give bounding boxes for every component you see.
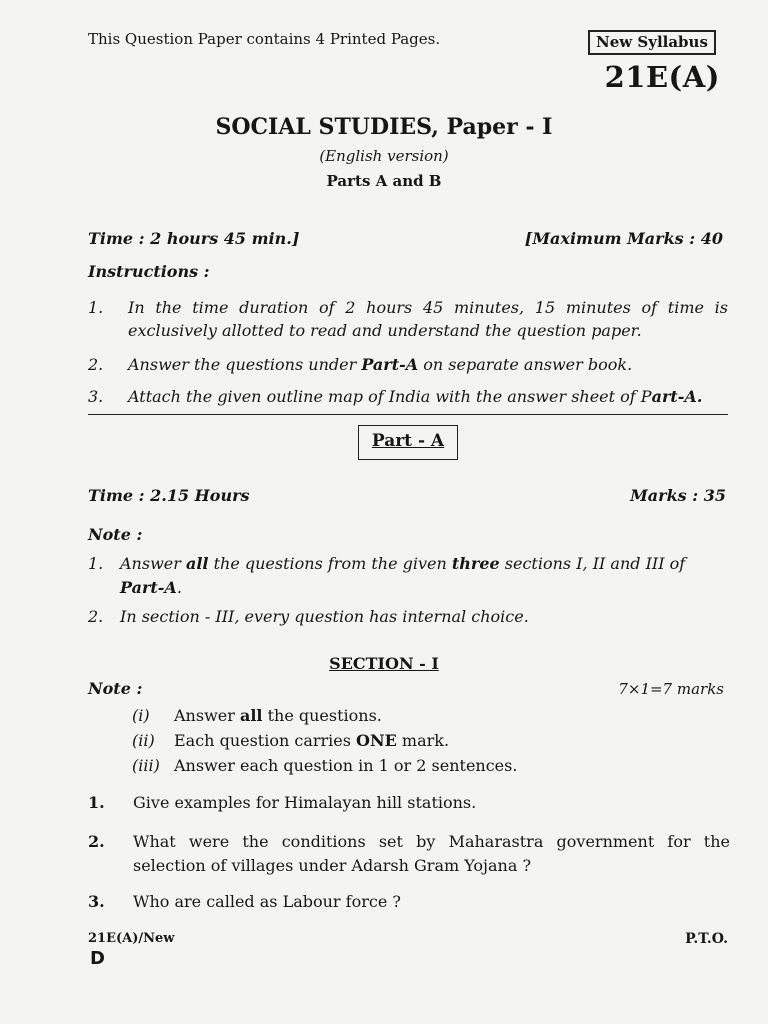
question-number: 3.: [88, 892, 105, 911]
instruction-number: 2.: [88, 355, 104, 374]
question-number: 2.: [88, 832, 105, 851]
instruction-number: 3.: [88, 387, 104, 406]
question-number: 1.: [88, 793, 105, 812]
total-time: Time : 2 hours 45 min.]: [88, 229, 300, 248]
instruction-item: [88, 385, 728, 408]
note-text: Answer all the questions from the given three sections I, II and III of Part-A.: [120, 554, 686, 597]
question-text: What were the conditions set by Maharastra government for the selection of villages under Adarsh Gram Yojana ?: [133, 832, 730, 875]
question-item: [88, 791, 730, 815]
note-item: [88, 605, 718, 629]
instruction-text: Attach the given outline map of India with the answer sheet of Part-A.: [128, 387, 703, 406]
footer-code: 21E(A)/New: [88, 931, 175, 946]
instruction-item: [88, 296, 728, 342]
note-heading: Note :: [88, 525, 143, 544]
instruction-number: 1.: [88, 298, 104, 317]
instruction-item: [88, 353, 728, 376]
note-text: In section - III, every question has internal choice.: [120, 607, 529, 626]
footer-letter: D: [90, 948, 105, 969]
section-subnote: (ii) Each question carries ONE mark.: [132, 731, 450, 750]
section-marks: 7×1=7 marks: [618, 680, 724, 698]
instruction-text: Answer the questions under Part-A on separate answer book.: [128, 355, 633, 374]
maximum-marks: [Maximum Marks : 40: [524, 229, 723, 248]
question-text: Who are called as Labour force ?: [133, 892, 401, 911]
instruction-text: In the time duration of 2 hours 45 minutes, 15 minutes of time is exclusively allotted to read and understand the question paper.: [128, 298, 728, 340]
subnote-numeral: (iii): [132, 756, 160, 775]
section-subnote: (iii) Answer each question in 1 or 2 sentences.: [132, 756, 518, 775]
divider: [88, 414, 728, 415]
paper-code: 21E(A): [604, 60, 720, 94]
syllabus-badge: New Syllabus: [588, 30, 716, 55]
section-heading: SECTION - I: [329, 654, 439, 673]
part-a-label: Part - A: [358, 425, 458, 460]
section-subnote: (i) Answer all the questions.: [132, 706, 382, 725]
question-item: [88, 830, 730, 878]
note-item: [88, 552, 718, 600]
subnote-numeral: (ii): [132, 731, 155, 750]
paper-title: SOCIAL STUDIES, Paper - I: [215, 114, 553, 140]
instructions-heading: Instructions :: [88, 262, 210, 281]
part-a-time: Time : 2.15 Hours: [88, 486, 250, 505]
note-number: 2.: [88, 607, 104, 626]
subnote-numeral: (i): [132, 706, 150, 725]
paper-version: (English version): [319, 147, 449, 165]
footer-pto: P.T.O.: [685, 931, 728, 947]
section-note-heading: Note :: [88, 679, 143, 698]
question-text: Give examples for Himalayan hill stations.: [133, 793, 477, 812]
pages-note: This Question Paper contains 4 Printed Pages.: [88, 30, 441, 48]
question-item: [88, 890, 730, 914]
paper-parts: Parts A and B: [326, 172, 442, 190]
note-number: 1.: [88, 554, 104, 573]
part-a-marks: Marks : 35: [630, 486, 726, 505]
